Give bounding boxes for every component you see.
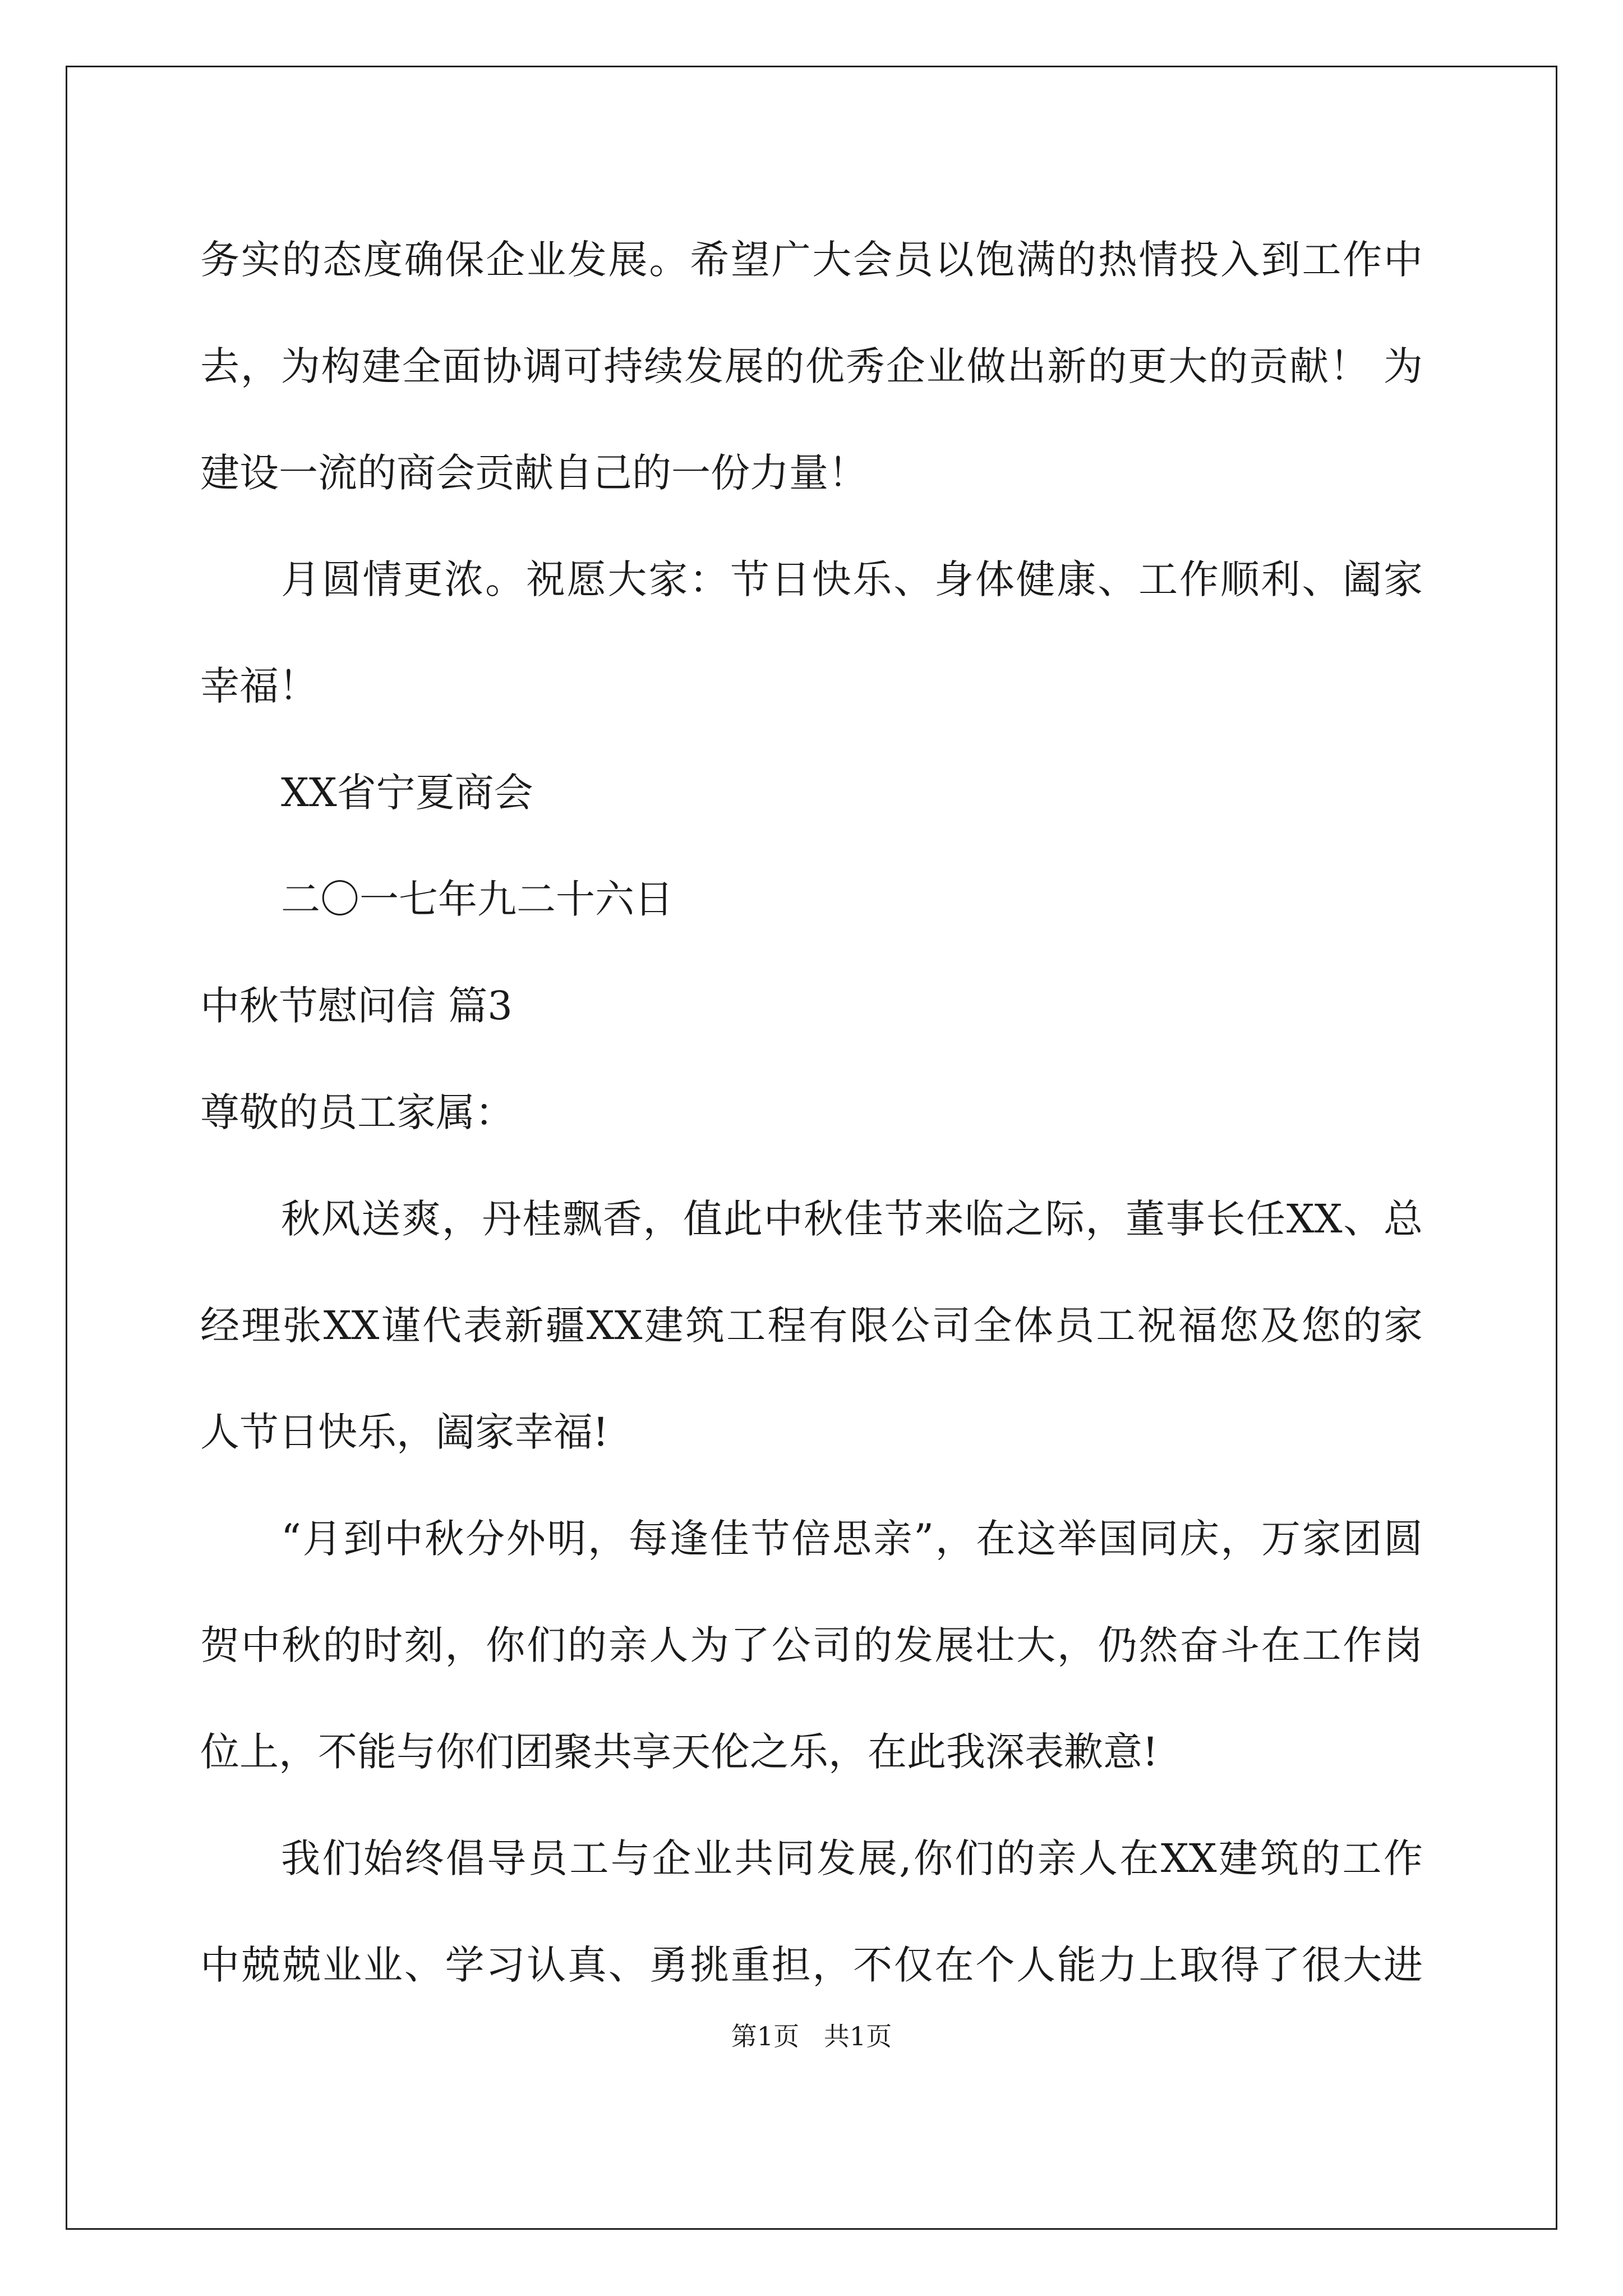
page-footer: 第1页 共1页: [731, 2021, 892, 2051]
text-line: 人节日快乐，阖家幸福!: [200, 1409, 609, 1455]
text-line: 月圆情更浓。祝愿大家：节日快乐、身体健康、工作顺利、阖家: [281, 556, 1423, 602]
text-line: “月到中秋分外明，每逢佳节倍思亲”，在这举国同庆，万家团圆: [281, 1516, 1423, 1562]
text-line: 经理张XX谨代表新疆XX建筑工程有限公司全体员工祝福您及您的家: [200, 1303, 1423, 1349]
salutation: 尊敬的员工家属：: [200, 1089, 514, 1135]
text-line: 建设一流的商会贡献自己的一份力量！: [200, 450, 868, 496]
text-line: 务实的态度确保企业发展。希望广大会员以饱满的热情投入到工作中: [200, 237, 1423, 283]
text-line: 去，为构建全面协调可持续发展的优秀企业做出新的更大的贡献！ 为: [200, 343, 1423, 389]
text-line: 位上，不能与你们团聚共享天伦之乐，在此我深表歉意!: [200, 1729, 1159, 1775]
section-heading: 中秋节慰问信 篇3: [200, 983, 513, 1029]
text-line: 幸福！: [200, 663, 318, 709]
text-line: 贺中秋的时刻，你们的亲人为了公司的发展壮大，仍然奋斗在工作岗: [200, 1622, 1423, 1668]
sender-name: XX省宁夏商会: [281, 770, 533, 816]
text-line: 秋风送爽，丹桂飘香，值此中秋佳节来临之际，董事长任XX、总: [281, 1196, 1423, 1242]
text-line: 中兢兢业业、学习认真、勇挑重担，不仅在个人能力上取得了很大进: [200, 1942, 1423, 1988]
text-line: 我们始终倡导员工与企业共同发展,你们的亲人在XX建筑的工作: [281, 1835, 1423, 1881]
document-body: [200, 206, 1423, 2018]
letter-date: 二〇一七年九二十六日: [281, 876, 674, 922]
